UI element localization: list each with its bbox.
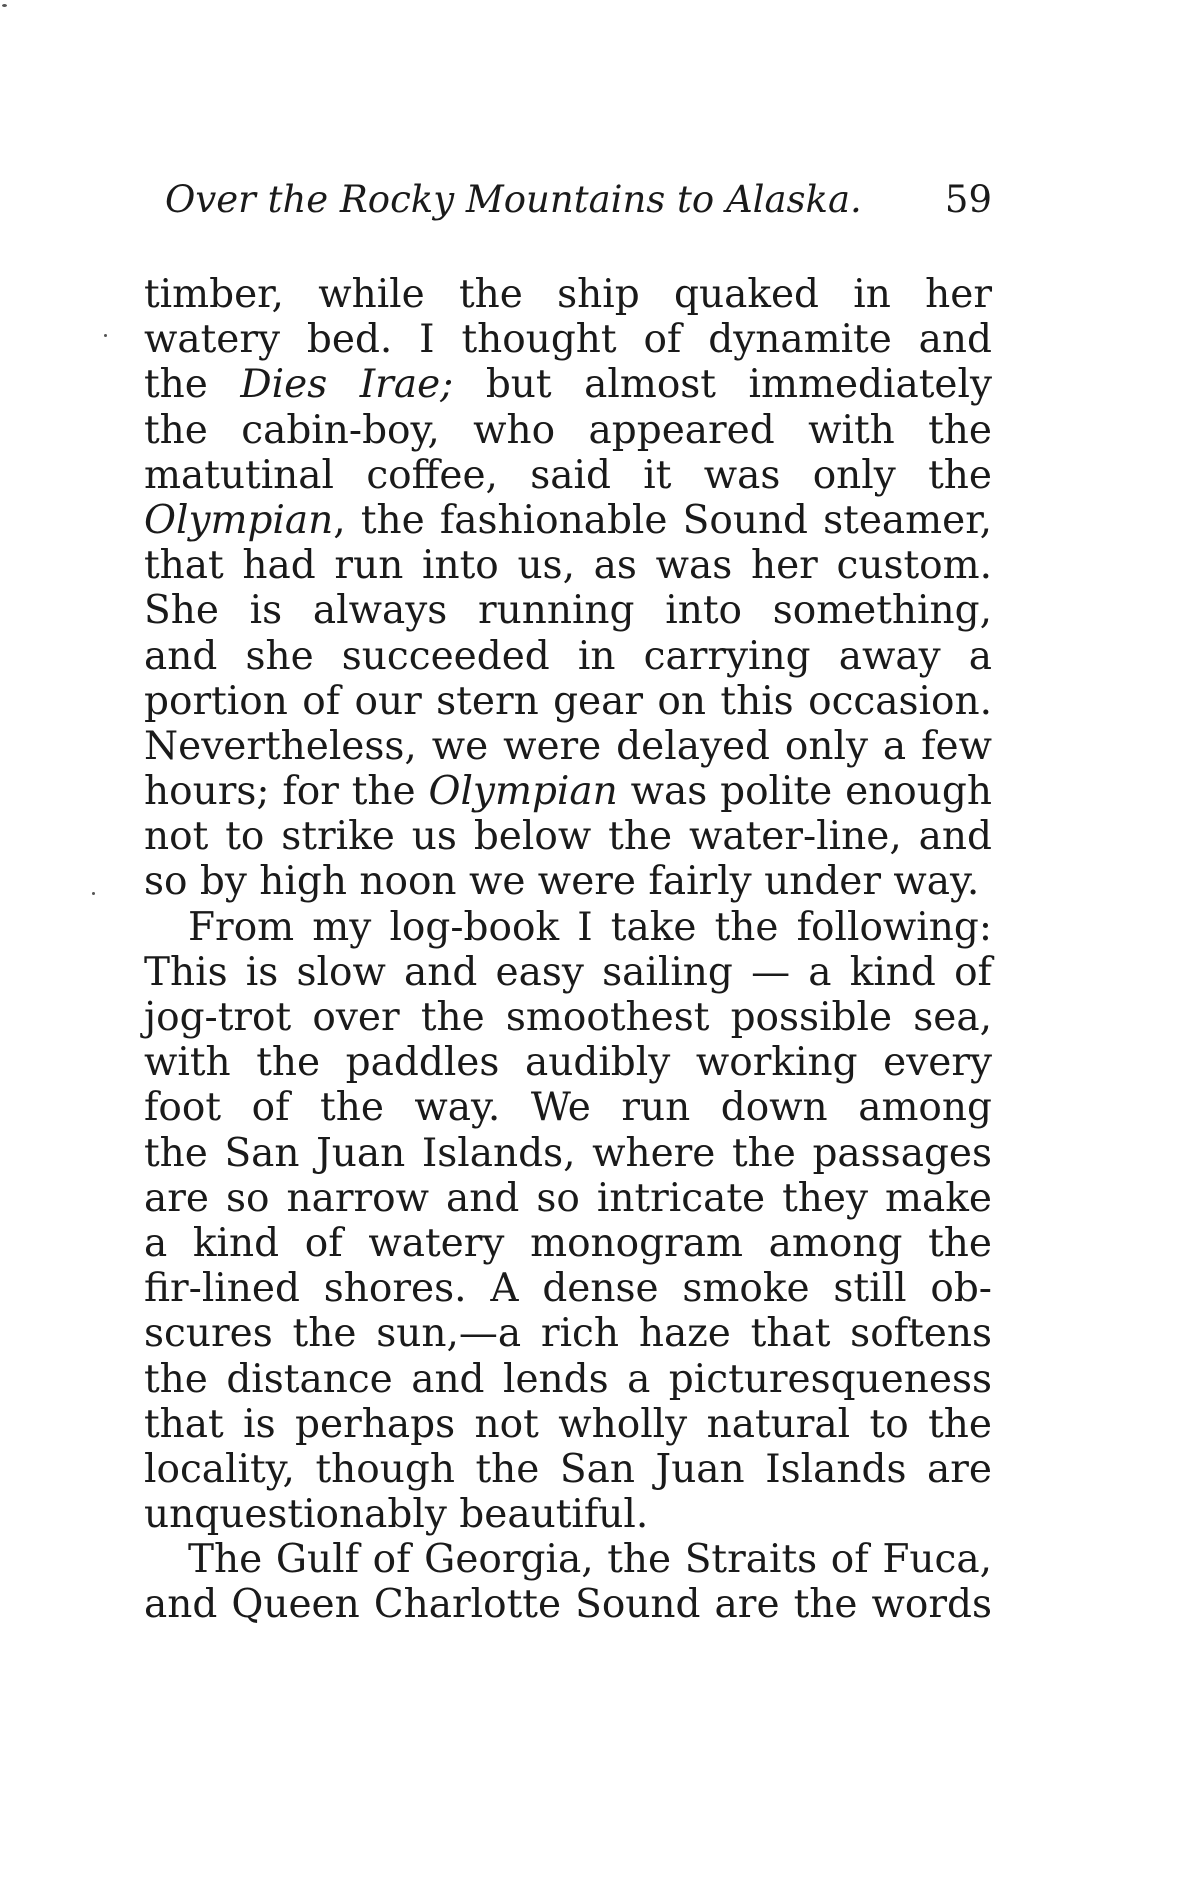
text-line [144,769,992,814]
text-line [144,1311,992,1356]
text-line [144,1402,992,1447]
text-line [144,1266,992,1311]
text-segment: the cabin-boy, who appeared with the [144,407,992,453]
text-line [144,498,992,543]
text-segment: matutinal coffee, said it was only the [144,452,992,498]
text-segment: a kind of watery monogram among the [144,1220,992,1266]
text-segment: fir-lined shores. A dense smoke still ob- [144,1266,992,1312]
text-segment: This is slow and easy sailing — a kind of [144,949,992,995]
text-segment: , the fashionable Sound steamer, [333,497,992,543]
scan-speck [92,892,95,895]
text-line [144,1357,992,1402]
scan-speck [2,4,7,7]
text-line [144,453,992,498]
text-line [144,317,992,362]
text-segment: so by high noon we were fairly under way. [144,859,980,905]
text-segment: scures the sun,—a rich haze that softens [144,1311,992,1357]
text-line [144,634,992,679]
scan-speck [104,334,107,337]
text-line [144,543,992,588]
text-segment: was polite enough [617,769,992,815]
body-text [144,272,992,1628]
text-segment: the [144,362,241,408]
text-segment: and Queen Charlotte Sound are the words [144,1582,992,1628]
text-segment: She is always running into something, [144,588,992,634]
text-segment: watery bed. I thought of dynamite and [144,317,992,363]
text-line [144,1492,992,1537]
text-line [144,724,992,769]
text-segment: portion of our stern gear on this occasion. [144,678,992,724]
text-segment: hours; for the [144,769,429,815]
text-line [144,362,992,407]
text-line [144,1221,992,1266]
text-line [144,905,992,950]
italic-text: Olympian [144,497,334,543]
text-segment: From my log-book I take the following: [188,904,992,950]
text-segment: The Gulf of Georgia, the Straits of Fuca, [188,1537,992,1583]
text-line [144,272,992,317]
text-segment: timber, while the ship quaked in her [144,272,992,317]
text-segment: jog-trot over the smoothest possible sea, [144,995,992,1040]
running-head [165,178,992,228]
text-segment: and she succeeded in carrying away a [144,633,992,679]
text-segment: not to strike us below the water-line, and [144,814,992,860]
text-segment: unquestionably beautiful. [144,1492,649,1538]
text-line [144,1040,992,1085]
text-segment: Nevertheless, we were delayed only a few [144,723,992,769]
text-line [144,1582,992,1627]
text-segment: foot of the way. We run down among [144,1085,992,1131]
text-segment: the San Juan Islands, where the passages [144,1130,992,1176]
text-line [144,1537,992,1582]
text-line [144,950,992,995]
text-segment: that is perhaps not wholly natural to the [144,1401,992,1447]
text-segment: the distance and lends a picturesqueness [144,1356,992,1402]
text-line [144,1131,992,1176]
text-segment: are so narrow and so intricate they make [144,1175,992,1221]
text-line [144,1447,992,1492]
text-line [144,408,992,453]
text-segment: that had run into us, as was her custom. [144,543,992,589]
text-line [144,588,992,633]
text-line [144,814,992,859]
text-line [144,859,992,904]
page-number: 59 [944,178,992,221]
text-line [144,1176,992,1221]
text-segment: locality, though the San Juan Islands are [144,1446,992,1492]
running-title: Over the Rocky Mountains to Alaska. [165,178,862,221]
text-line [144,995,992,1040]
italic-text: Dies Irae; [240,362,454,408]
text-line [144,1085,992,1130]
text-line [144,679,992,724]
text-segment: with the paddles audibly working every [144,1040,992,1086]
italic-text: Olympian [428,769,618,815]
text-segment: but almost immediately [453,362,992,408]
